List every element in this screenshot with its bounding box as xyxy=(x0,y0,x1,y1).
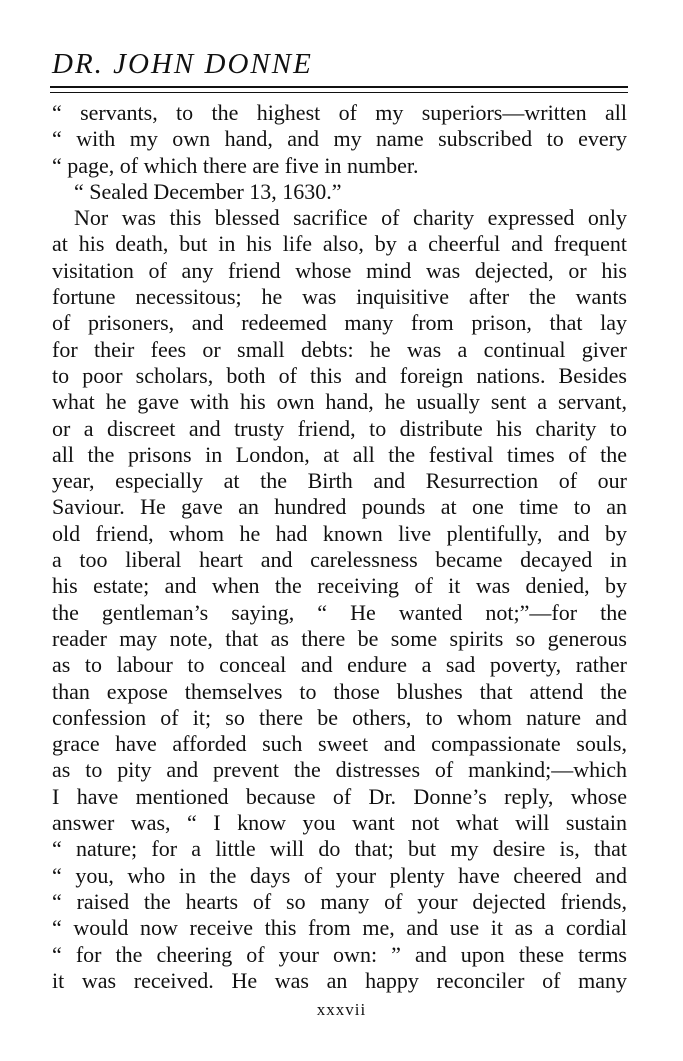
text-line: his estate; and when the receiving of it was denied, by xyxy=(52,573,627,599)
text-line: Saviour. He gave an hundred pounds at one time to an xyxy=(52,494,627,520)
text-line: it was received. He was an happy reconciler of many xyxy=(52,967,627,993)
text-line: “ raised the hearts of so many of your dejected friends, xyxy=(52,888,627,914)
text-line: confession of it; so there be others, to whom nature and xyxy=(52,704,627,730)
text-line: visitation of any friend whose mind was dejected, or his xyxy=(52,257,627,283)
running-head: DR. JOHN DONNE xyxy=(52,48,313,80)
text-line: “ would now receive this from me, and use it as a cordial xyxy=(52,915,627,941)
text-line: or a discreet and trusty friend, to distribute his charity to xyxy=(52,415,627,441)
text-line: a too liberal heart and carelessness became decayed in xyxy=(52,547,627,573)
folio: xxxvii xyxy=(316,1000,367,1019)
text-line: Nor was this blessed sacrifice of charity expressed only xyxy=(74,205,627,231)
text-line: “ servants, to the highest of my superiors—written all xyxy=(52,100,627,125)
text-line: answer was, “ I know you want not what will sustain xyxy=(52,810,627,836)
text-line: the gentleman’s saying, “ He wanted not;”—for the xyxy=(52,599,627,625)
body-text xyxy=(52,100,627,994)
text-line: “ for the cheering of your own: ” and upon these terms xyxy=(52,941,627,967)
text-line: I have mentioned because of Dr. Donne’s reply, whose xyxy=(52,783,627,809)
text-line: old friend, whom he had known live plentifully, and by xyxy=(52,520,627,546)
text-line: to poor scholars, both of this and foreign nations. Besides xyxy=(52,362,627,388)
header-rule-thin xyxy=(50,92,628,93)
text-line: of prisoners, and redeemed many from prison, that lay xyxy=(52,310,627,336)
text-line: what he gave with his own hand, he usually sent a servant, xyxy=(52,389,627,415)
text-line: all the prisons in London, at all the festival times of the xyxy=(52,441,627,467)
text-line: “ with my own hand, and my name subscribed to every xyxy=(52,126,627,152)
text-line: as to labour to conceal and endure a sad poverty, rather xyxy=(52,652,627,678)
text-line: at his death, but in his life also, by a cheerful and frequent xyxy=(52,231,627,257)
text-line: reader may note, that as there be some spirits so generous xyxy=(52,625,627,651)
text-line: year, especially at the Birth and Resurrection of our xyxy=(52,468,627,494)
text-line: “ Sealed December 13, 1630.” xyxy=(74,178,342,204)
text-line: for their fees or small debts: he was a continual giver xyxy=(52,336,627,362)
text-line: fortune necessitous; he was inquisitive after the wants xyxy=(52,284,627,310)
header-rule-thick xyxy=(50,86,628,88)
text-line: than expose themselves to those blushes that attend the xyxy=(52,678,627,704)
text-line: “ nature; for a little will do that; but my desire is, that xyxy=(52,836,627,862)
text-line: as to pity and prevent the distresses of mankind;—which xyxy=(52,757,627,783)
text-line: grace have afforded such sweet and compassionate souls, xyxy=(52,731,627,757)
text-line: “ you, who in the days of your plenty have cheered and xyxy=(52,862,627,888)
text-line: “ page, of which there are five in number. xyxy=(52,152,419,178)
